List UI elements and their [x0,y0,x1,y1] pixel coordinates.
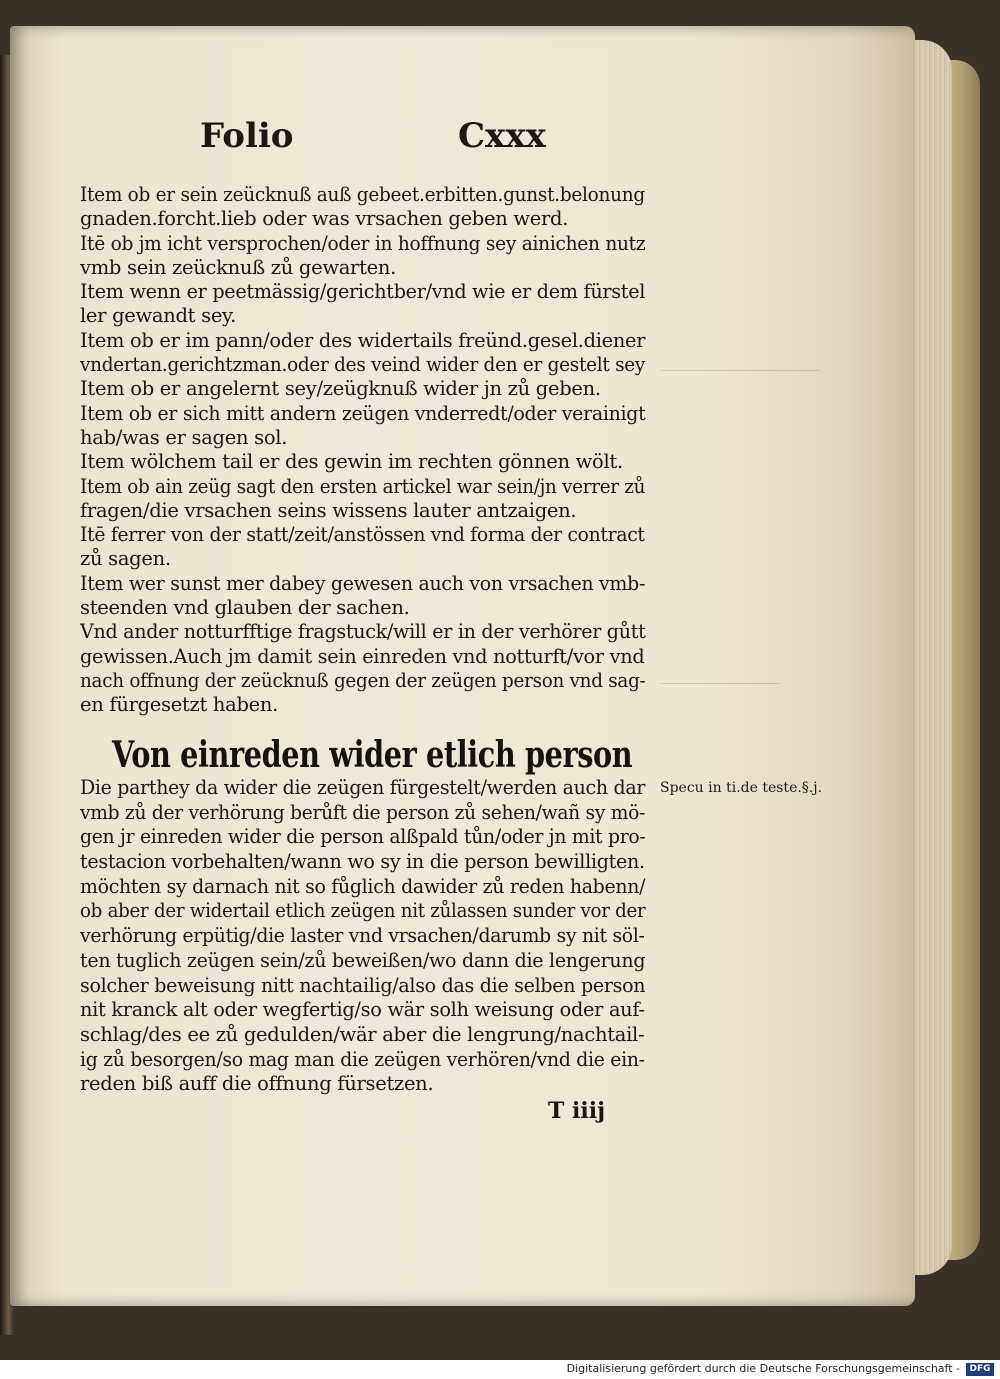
text-line: steenden vnd glauben der sachen. [80,596,410,620]
folio-label: Folio [200,116,294,156]
text-line: gewissen.Auch jm damit sein einreden vnd notturft/vor vnd [80,644,645,668]
text-line: vmb zů der verhörung berůft die person zů sehen/wañ sy mö- [80,800,646,824]
text-line: möchten sy darnach nit so fůglich dawider zů reden habenn/ [80,874,646,898]
body-text-2 [80,776,645,1097]
text-line: Item ob er sein zeücknuß auß gebeet.erbitten.gunst.belonung [80,183,645,206]
footer-credit: Digitalisierung gefördert durch die Deutsche Forschungsgemeinschaft - [566,1362,960,1375]
text-line: nach offnung der zeücknuß gegen der zeügen person vnd sag- [80,668,646,692]
text-line: ig zů besorgen/so mag man die zeügen verhören/vnd die ein- [80,1047,645,1071]
text-line: verhörung erpütig/die laster vnd vrsachen/darumb sy nit söl- [80,924,645,948]
text-line: Die parthey da wider die zeügen fürgestelt/werden auch dar [80,776,646,799]
text-line: zů sagen. [80,547,171,571]
text-line: Item wenn er peetmässig/gerichtber/vnd wie er dem fürstel [80,280,646,304]
dfg-logo: DFG [966,1363,994,1376]
text-line: Itē ferrer von der statt/zeit/anstössen vnd forma der contract [80,523,645,547]
section-heading: Von einreden wider etlich person [112,734,633,776]
folio-number: Cxxx [458,116,546,156]
text-line: ob aber der widertail etlich zeügen nit zůlassen sunder vor der [80,899,646,923]
text-line: testacion vorbehalten/wann wo sy in die person bewilligten. [80,850,645,874]
text-line: Item wölchem tail er des gewin im rechten gönnen wölt. [80,450,623,474]
text-line: Item wer sunst mer dabey gewesen auch von vrsachen vmb- [80,571,646,595]
text-line: solcher beweisung nitt nachtailig/also das die selben person [80,973,646,997]
text-line: gnaden.forcht.lieb oder was vrsachen geben werd. [80,207,569,231]
page-header [200,116,560,166]
text-line: ler gewandt sey. [80,304,237,328]
text-line: reden biß auff die offnung fürsetzen. [80,1072,434,1096]
text-line: Item ob ain zeüg sagt den ersten artickel war sein/jn verrer zů [80,474,646,498]
marginal-note: Specu in ti.de teste.§.j. [660,780,823,796]
text-line: fragen/die vrsachen seins wissens lauter antzaigen. [80,498,577,522]
text-line: ten tuglich zeügen sein/zů beweißen/wo dann die lengerung [80,948,646,972]
text-line: en fürgesetzt haben. [80,693,279,717]
text-line: nit kranck alt oder wegfertig/so wär solh weisung oder auf- [80,998,645,1022]
body-text [80,183,645,718]
text-line: Item ob er sich mitt andern zeügen vnderredt/oder verainigt [80,401,646,425]
text-line: Itē ob jm icht versprochen/oder in hoffnung sey ainichen nutz [80,231,646,255]
text-line: vndertan.gerichtzman.oder des veind wider den er gestelt sey [80,353,646,377]
text-line: vmb sein zeücknuß zů gewarten. [80,255,397,279]
text-line: Item ob er angelernt sey/zeügknuß wider jn zů geben. [80,377,601,401]
text-line: hab/was er sagen sol. [80,425,288,449]
text-line: Vnd ander notturfftige fragstuck/will er in der verhörer gůtt [80,620,646,644]
footer-bar [0,1360,1000,1379]
bleed-through-right [660,350,860,710]
text-line: Item ob er im pann/oder des widertails freünd.gesel.diener [80,328,646,352]
text-line: schlag/des ee zů gedulden/wär aber die lengrung/nachtail- [80,1022,645,1046]
text-line: gen jr einreden wider die person alßpald tůn/oder jn mit pro- [80,825,646,849]
signature-mark: T iiij [548,1098,606,1124]
